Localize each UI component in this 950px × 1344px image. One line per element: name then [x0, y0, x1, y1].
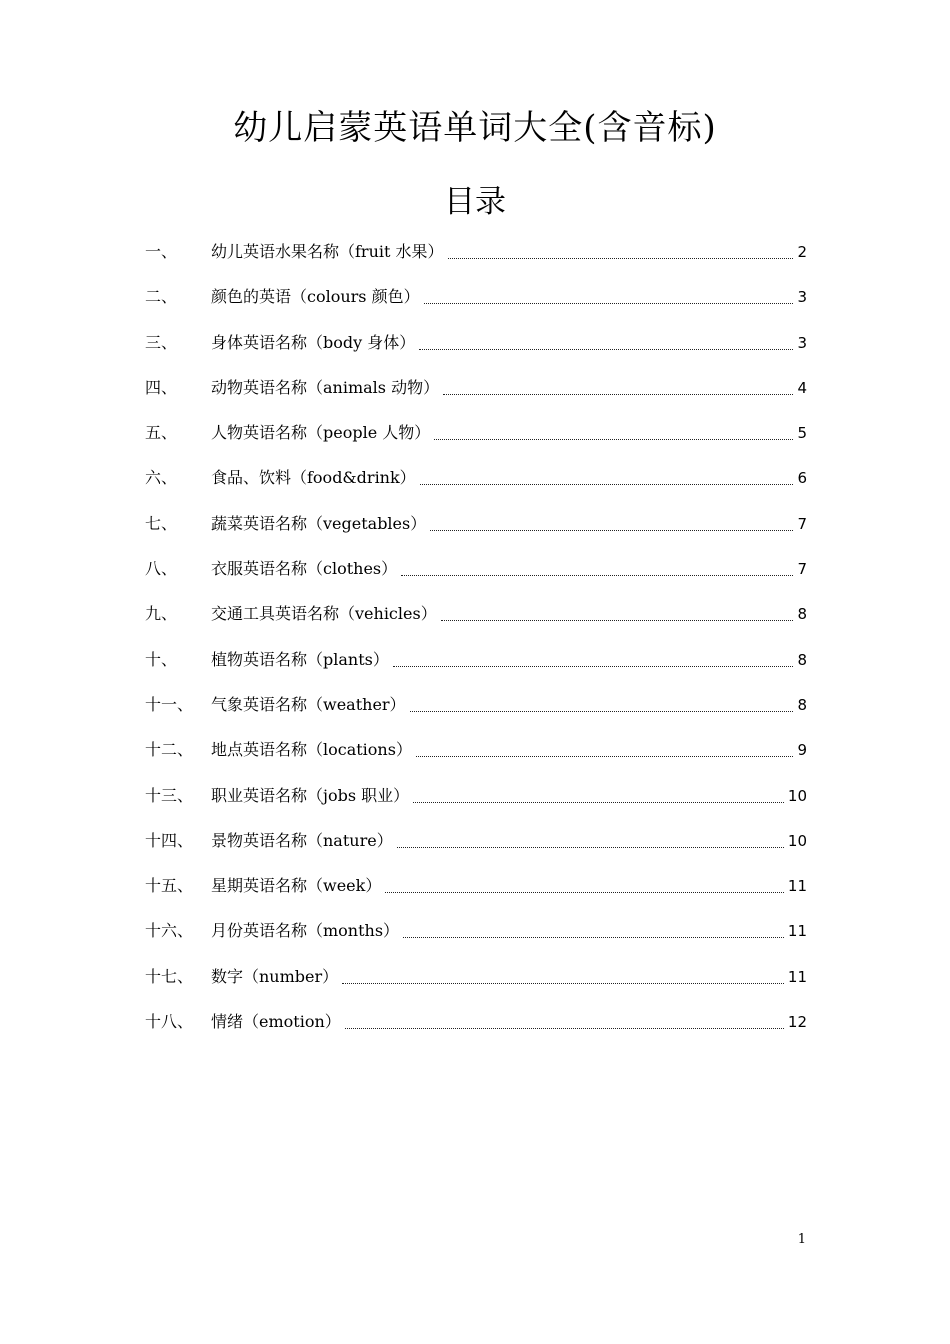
toc-entry-number: 三、 [145, 332, 178, 352]
toc-dot-leader [430, 510, 793, 538]
toc-heading: 目录 [444, 184, 506, 220]
table-of-contents [145, 238, 807, 1053]
toc-dot-leader [393, 646, 794, 674]
document-title: 幼儿启蒙英语单词大全(含音标) [233, 108, 717, 148]
toc-entry[interactable] [145, 419, 807, 464]
toc-entry-number: 十六、 [145, 921, 194, 941]
toc-entry-title[interactable]: 幼儿英语水果名称（fruit 水果） [211, 242, 444, 261]
toc-entry[interactable] [145, 736, 807, 781]
toc-entry-title[interactable]: 星期英语名称（week） [211, 876, 382, 896]
toc-entry-page[interactable]: 7 [797, 514, 807, 533]
toc-entry-page[interactable]: 11 [787, 922, 807, 941]
toc-entry-title[interactable]: 月份英语名称（months） [211, 921, 400, 941]
toc-entry-number: 七、 [145, 513, 178, 533]
toc-dot-leader [385, 872, 784, 900]
toc-entry-title[interactable]: 数字（number） [211, 966, 339, 986]
toc-entry[interactable] [145, 374, 807, 419]
toc-entry-page[interactable]: 8 [797, 650, 807, 669]
toc-entry-page[interactable]: 10 [787, 831, 807, 850]
toc-entry-page[interactable]: 8 [797, 605, 807, 624]
toc-entry-title[interactable]: 蔬菜英语名称（vegetables） [211, 513, 427, 533]
toc-entry-page[interactable]: 3 [797, 333, 807, 352]
toc-entry-title[interactable]: 身体英语名称（body 身体） [211, 332, 416, 352]
toc-entry[interactable] [145, 827, 807, 872]
toc-entry-page[interactable]: 2 [797, 243, 807, 261]
toc-entry-number: 十四、 [145, 830, 194, 850]
toc-entry[interactable] [145, 963, 807, 1008]
toc-dot-leader [410, 691, 794, 719]
toc-dot-leader [416, 736, 794, 764]
toc-entry[interactable] [145, 646, 807, 691]
toc-entry-number: 六、 [145, 468, 178, 488]
toc-entry[interactable] [145, 872, 807, 917]
toc-entry[interactable] [145, 329, 807, 374]
toc-dot-leader [448, 238, 794, 266]
toc-entry-title[interactable]: 地点英语名称（locations） [211, 740, 412, 760]
toc-entry-page[interactable]: 9 [797, 741, 807, 760]
toc-entry[interactable] [145, 555, 807, 600]
toc-entry-page[interactable]: 11 [787, 967, 807, 986]
toc-entry-page[interactable]: 4 [797, 378, 807, 397]
toc-dot-leader [397, 827, 784, 855]
toc-entry-page[interactable]: 12 [787, 1013, 807, 1032]
toc-dot-leader [434, 419, 793, 447]
toc-entry-title[interactable]: 动物英语名称（animals 动物） [211, 377, 440, 397]
toc-entry-title[interactable]: 交通工具英语名称（vehicles） [211, 604, 437, 624]
toc-entry-title[interactable]: 颜色的英语（colours 颜色） [211, 287, 420, 307]
toc-dot-leader [345, 1008, 784, 1036]
toc-dot-leader [420, 464, 794, 492]
toc-entry-number: 九、 [145, 604, 178, 624]
toc-entry-number: 十五、 [145, 876, 194, 896]
toc-dot-leader [403, 917, 784, 945]
toc-entry-page[interactable]: 7 [797, 560, 807, 579]
toc-entry-title[interactable]: 植物英语名称（plants） [211, 649, 389, 669]
toc-entry-page[interactable]: 8 [797, 695, 807, 714]
toc-entry[interactable] [145, 691, 807, 736]
toc-entry-number: 十三、 [145, 785, 194, 805]
toc-entry-page[interactable]: 11 [787, 877, 807, 896]
toc-dot-leader [401, 555, 793, 583]
toc-entry-number: 四、 [145, 377, 178, 397]
toc-entry-page[interactable]: 6 [797, 469, 807, 488]
toc-entry[interactable] [145, 917, 807, 962]
toc-entry-title[interactable]: 情绪（emotion） [211, 1012, 341, 1032]
toc-entry-page[interactable]: 10 [787, 786, 807, 805]
toc-entry[interactable] [145, 600, 807, 645]
toc-entry[interactable] [145, 238, 807, 283]
toc-entry-page[interactable]: 3 [797, 288, 807, 307]
toc-dot-leader [443, 374, 793, 402]
toc-entry-number: 十二、 [145, 740, 194, 760]
toc-entry-number: 五、 [145, 423, 178, 443]
toc-entry-title[interactable]: 职业英语名称（jobs 职业） [211, 785, 410, 805]
toc-dot-leader [419, 329, 793, 357]
toc-entry-number: 八、 [145, 559, 178, 579]
toc-dot-leader [413, 782, 784, 810]
toc-entry[interactable] [145, 1008, 807, 1053]
toc-entry-number: 十八、 [145, 1012, 194, 1032]
toc-entry-number: 一、 [145, 242, 178, 261]
toc-entry-number: 二、 [145, 287, 178, 307]
toc-dot-leader [342, 963, 784, 991]
toc-entry-page[interactable]: 5 [797, 424, 807, 443]
toc-entry-number: 十一、 [145, 694, 194, 714]
toc-entry-number: 十、 [145, 649, 178, 669]
toc-dot-leader [441, 600, 794, 628]
toc-entry-title[interactable]: 气象英语名称（weather） [211, 694, 406, 714]
toc-entry[interactable] [145, 782, 807, 827]
toc-entry-number: 十七、 [145, 966, 194, 986]
toc-entry[interactable] [145, 510, 807, 555]
toc-entry-title[interactable]: 景物英语名称（nature） [211, 830, 393, 850]
toc-entry-title[interactable]: 衣服英语名称（clothes） [211, 559, 398, 579]
toc-entry-title[interactable]: 人物英语名称（people 人物） [211, 423, 431, 443]
toc-dot-leader [424, 283, 794, 311]
toc-entry[interactable] [145, 464, 807, 509]
toc-entry[interactable] [145, 283, 807, 328]
toc-entry-title[interactable]: 食品、饮料（food&drink） [211, 468, 416, 488]
page-number: 1 [797, 1232, 806, 1247]
